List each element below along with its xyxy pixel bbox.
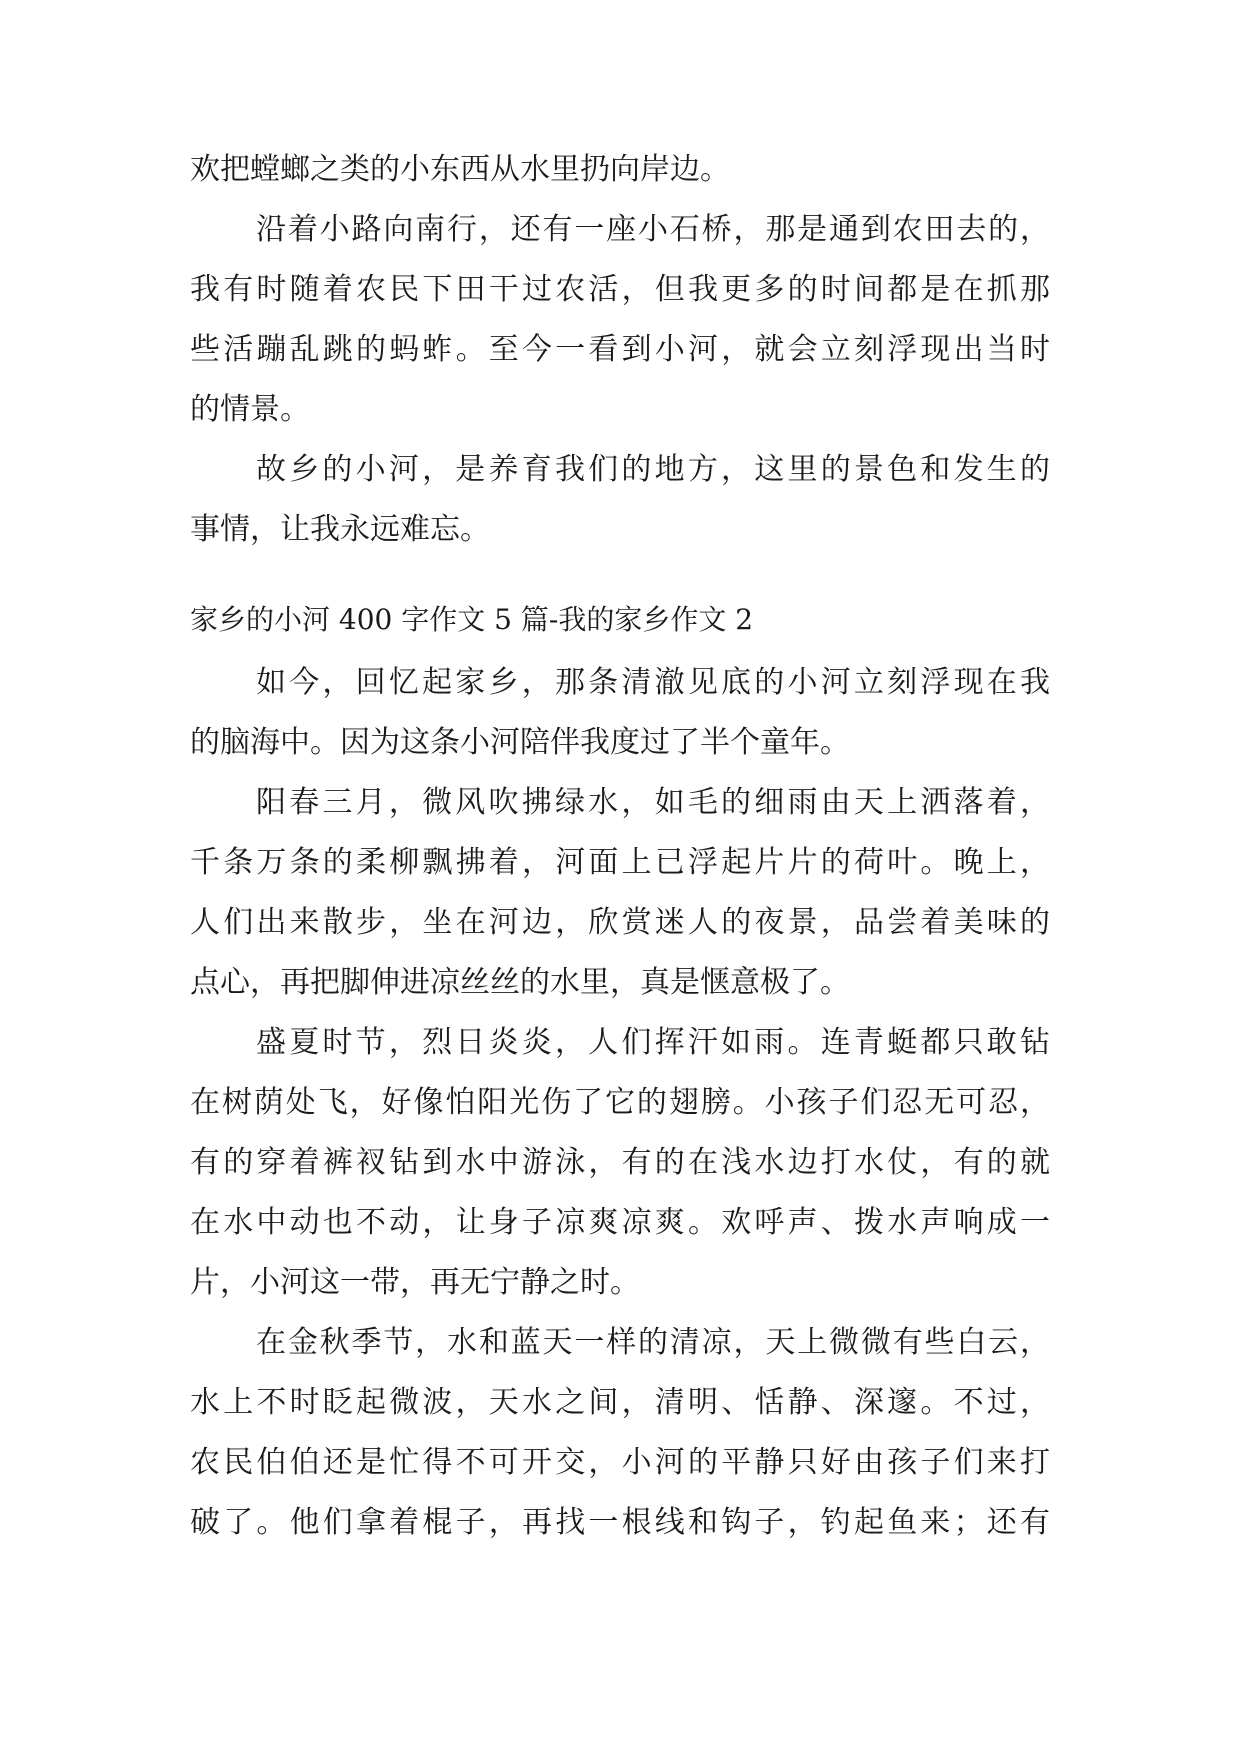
paragraph-line: 破了。他们拿着棍子，再找一根线和钩子，钓起鱼来；还有 bbox=[190, 1505, 1050, 1540]
paragraph-line: 沿着小路向南行，还有一座小石桥，那是通到农田去的， bbox=[256, 212, 1050, 247]
essay-title: 家乡的小河 400 字作文 5 篇-我的家乡作文 2 bbox=[190, 603, 754, 636]
paragraph-line: 农民伯伯还是忙得不可开交，小河的平静只好由孩子们来打 bbox=[190, 1445, 1050, 1480]
paragraph-line: 盛夏时节，烈日炎炎，人们挥汗如雨。连青蜓都只敢钻 bbox=[256, 1025, 1050, 1060]
fragment-line: 欢把螳螂之类的小东西从水里扔向岸边。 bbox=[190, 152, 730, 187]
paragraph-line: 有的穿着裤衩钻到水中游泳，有的在浅水边打水仗，有的就 bbox=[190, 1145, 1050, 1180]
paragraph-line: 在树荫处飞，好像怕阳光伤了它的翅膀。小孩子们忍无可忍， bbox=[190, 1085, 1050, 1120]
paragraph-line: 的情景。 bbox=[190, 392, 310, 427]
paragraph-line: 点心，再把脚伸进凉丝丝的水里，真是惬意极了。 bbox=[190, 965, 850, 1000]
paragraph-line: 在水中动也不动，让身子凉爽凉爽。欢呼声、拨水声响成一 bbox=[190, 1205, 1050, 1240]
paragraph-line: 人们出来散步，坐在河边，欣赏迷人的夜景，品尝着美味的 bbox=[190, 905, 1050, 940]
paragraph-line: 如今，回忆起家乡，那条清澈见底的小河立刻浮现在我 bbox=[256, 665, 1050, 700]
paragraph-line: 片，小河这一带，再无宁静之时。 bbox=[190, 1265, 640, 1300]
paragraph-line: 水上不时眨起微波，天水之间，清明、恬静、深邃。不过， bbox=[190, 1385, 1050, 1420]
paragraph-line: 千条万条的柔柳飘拂着，河面上已浮起片片的荷叶。晚上， bbox=[190, 845, 1050, 880]
paragraph-line: 故乡的小河，是养育我们的地方，这里的景色和发生的 bbox=[256, 452, 1050, 487]
paragraph-line: 阳春三月，微风吹拂绿水，如毛的细雨由天上洒落着， bbox=[256, 785, 1050, 820]
paragraph-line: 些活蹦乱跳的蚂蚱。至今一看到小河，就会立刻浮现出当时 bbox=[190, 332, 1050, 367]
paragraph-line: 在金秋季节，水和蓝天一样的清凉，天上微微有些白云， bbox=[256, 1325, 1050, 1360]
paragraph-line: 的脑海中。因为这条小河陪伴我度过了半个童年。 bbox=[190, 725, 850, 760]
paragraph-line: 事情，让我永远难忘。 bbox=[190, 512, 490, 547]
paragraph-line: 我有时随着农民下田干过农活，但我更多的时间都是在抓那 bbox=[190, 272, 1050, 307]
